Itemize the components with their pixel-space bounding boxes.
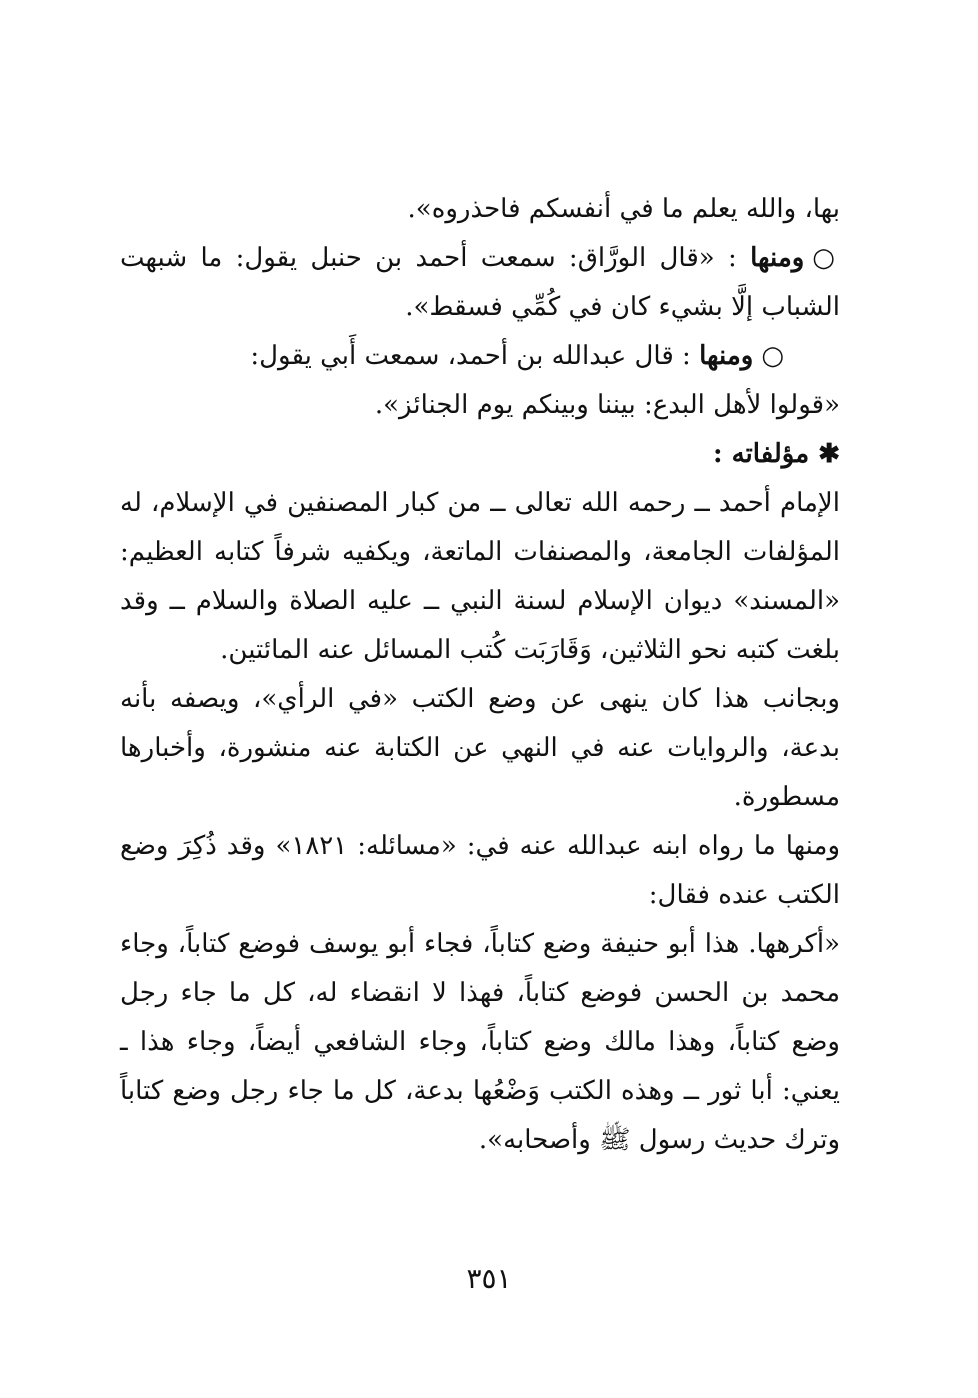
asterisk-icon: ✱: [818, 439, 840, 469]
paragraph-musnad: [120, 479, 840, 675]
paragraph-warraq-quote: [120, 234, 840, 332]
text-line: بها، والله يعلم ما في أنفسكم فاحذروه».: [407, 194, 840, 224]
quote-ahl-al-bida: [120, 381, 840, 430]
quote-text: «قولوا لأهل البدع: بيننا وبينكم يوم الجنائز».: [374, 390, 840, 420]
paragraph-text: «أكرهها. هذا أبو حنيفة وضع كتاباً، فجاء أبو يوسف فوضع كتاباً، وجاء محمد بن الحسن فوضع كتاباً، فهذا لا انقضاء له، كل ما جاء رجل وضع كتاباً، وهذا مالك وضع كتاباً، وجاء الشافعي أيضاً، وجاء هذا ـ يعني: أبا ثور ــ وهذه الكتب وَضْعُها بدعة، كل ما جاء رجل وضع كتاباً وترك حديث رسول ﷺ وأصحابه».: [120, 929, 840, 1155]
paragraph-abdullah-quote: [120, 332, 840, 381]
paragraph-text: : قال عبدالله بن أحمد، سمعت أَبي يقول:: [250, 341, 691, 371]
circle-bullet-icon: ○: [812, 243, 841, 273]
paragraph-ray-books: [120, 675, 840, 822]
label-wa-minha: ومنها: [699, 341, 754, 371]
heading-text: مؤلفاته :: [712, 439, 810, 469]
label-wa-minha: ومنها: [750, 243, 805, 273]
page-body: [120, 185, 840, 1165]
paragraph-text: وبجانب هذا كان ينهى عن وضع الكتب «في الرأي»، ويصفه بأنه بدعة، والروايات عنه في النهي عن الكتابة عنه منشورة، وأخبارها مسطورة.: [120, 684, 840, 812]
page-number: ٣٥١: [466, 1262, 512, 1295]
paragraph-text: ومنها ما رواه ابنه عبدالله عنه في: «مسائله: ١٨٢١» وقد ذُكِرَ وضع الكتب عنده فقال:: [120, 831, 840, 910]
paragraph-text: الإمام أحمد ــ رحمه الله تعالى ــ من كبار المصنفين في الإسلام، له المؤلفات الجامعة، والمصنفات الماتعة، ويكفيه شرفاً كتابه العظيم: «المسند» ديوان الإسلام لسنة النبي ــ عليه الصلاة والسلام ــ وقد بلغت كتبه نحو الثلاثين، وَقَارَبَت كُتب المسائل عنه المائتين.: [120, 488, 840, 665]
circle-bullet-icon: ○: [761, 341, 784, 371]
paragraph-akrahuha-quote: [120, 920, 840, 1165]
paragraph-continuation: [120, 185, 840, 234]
paragraph-text: : «قال الورَّاق: سمعت أحمد بن حنبل يقول: ما شبهت الشباب إلَّا بشيء كان في كُمِّي فسقط».: [120, 243, 840, 322]
section-heading: [120, 430, 840, 479]
paragraph-masail: [120, 822, 840, 920]
